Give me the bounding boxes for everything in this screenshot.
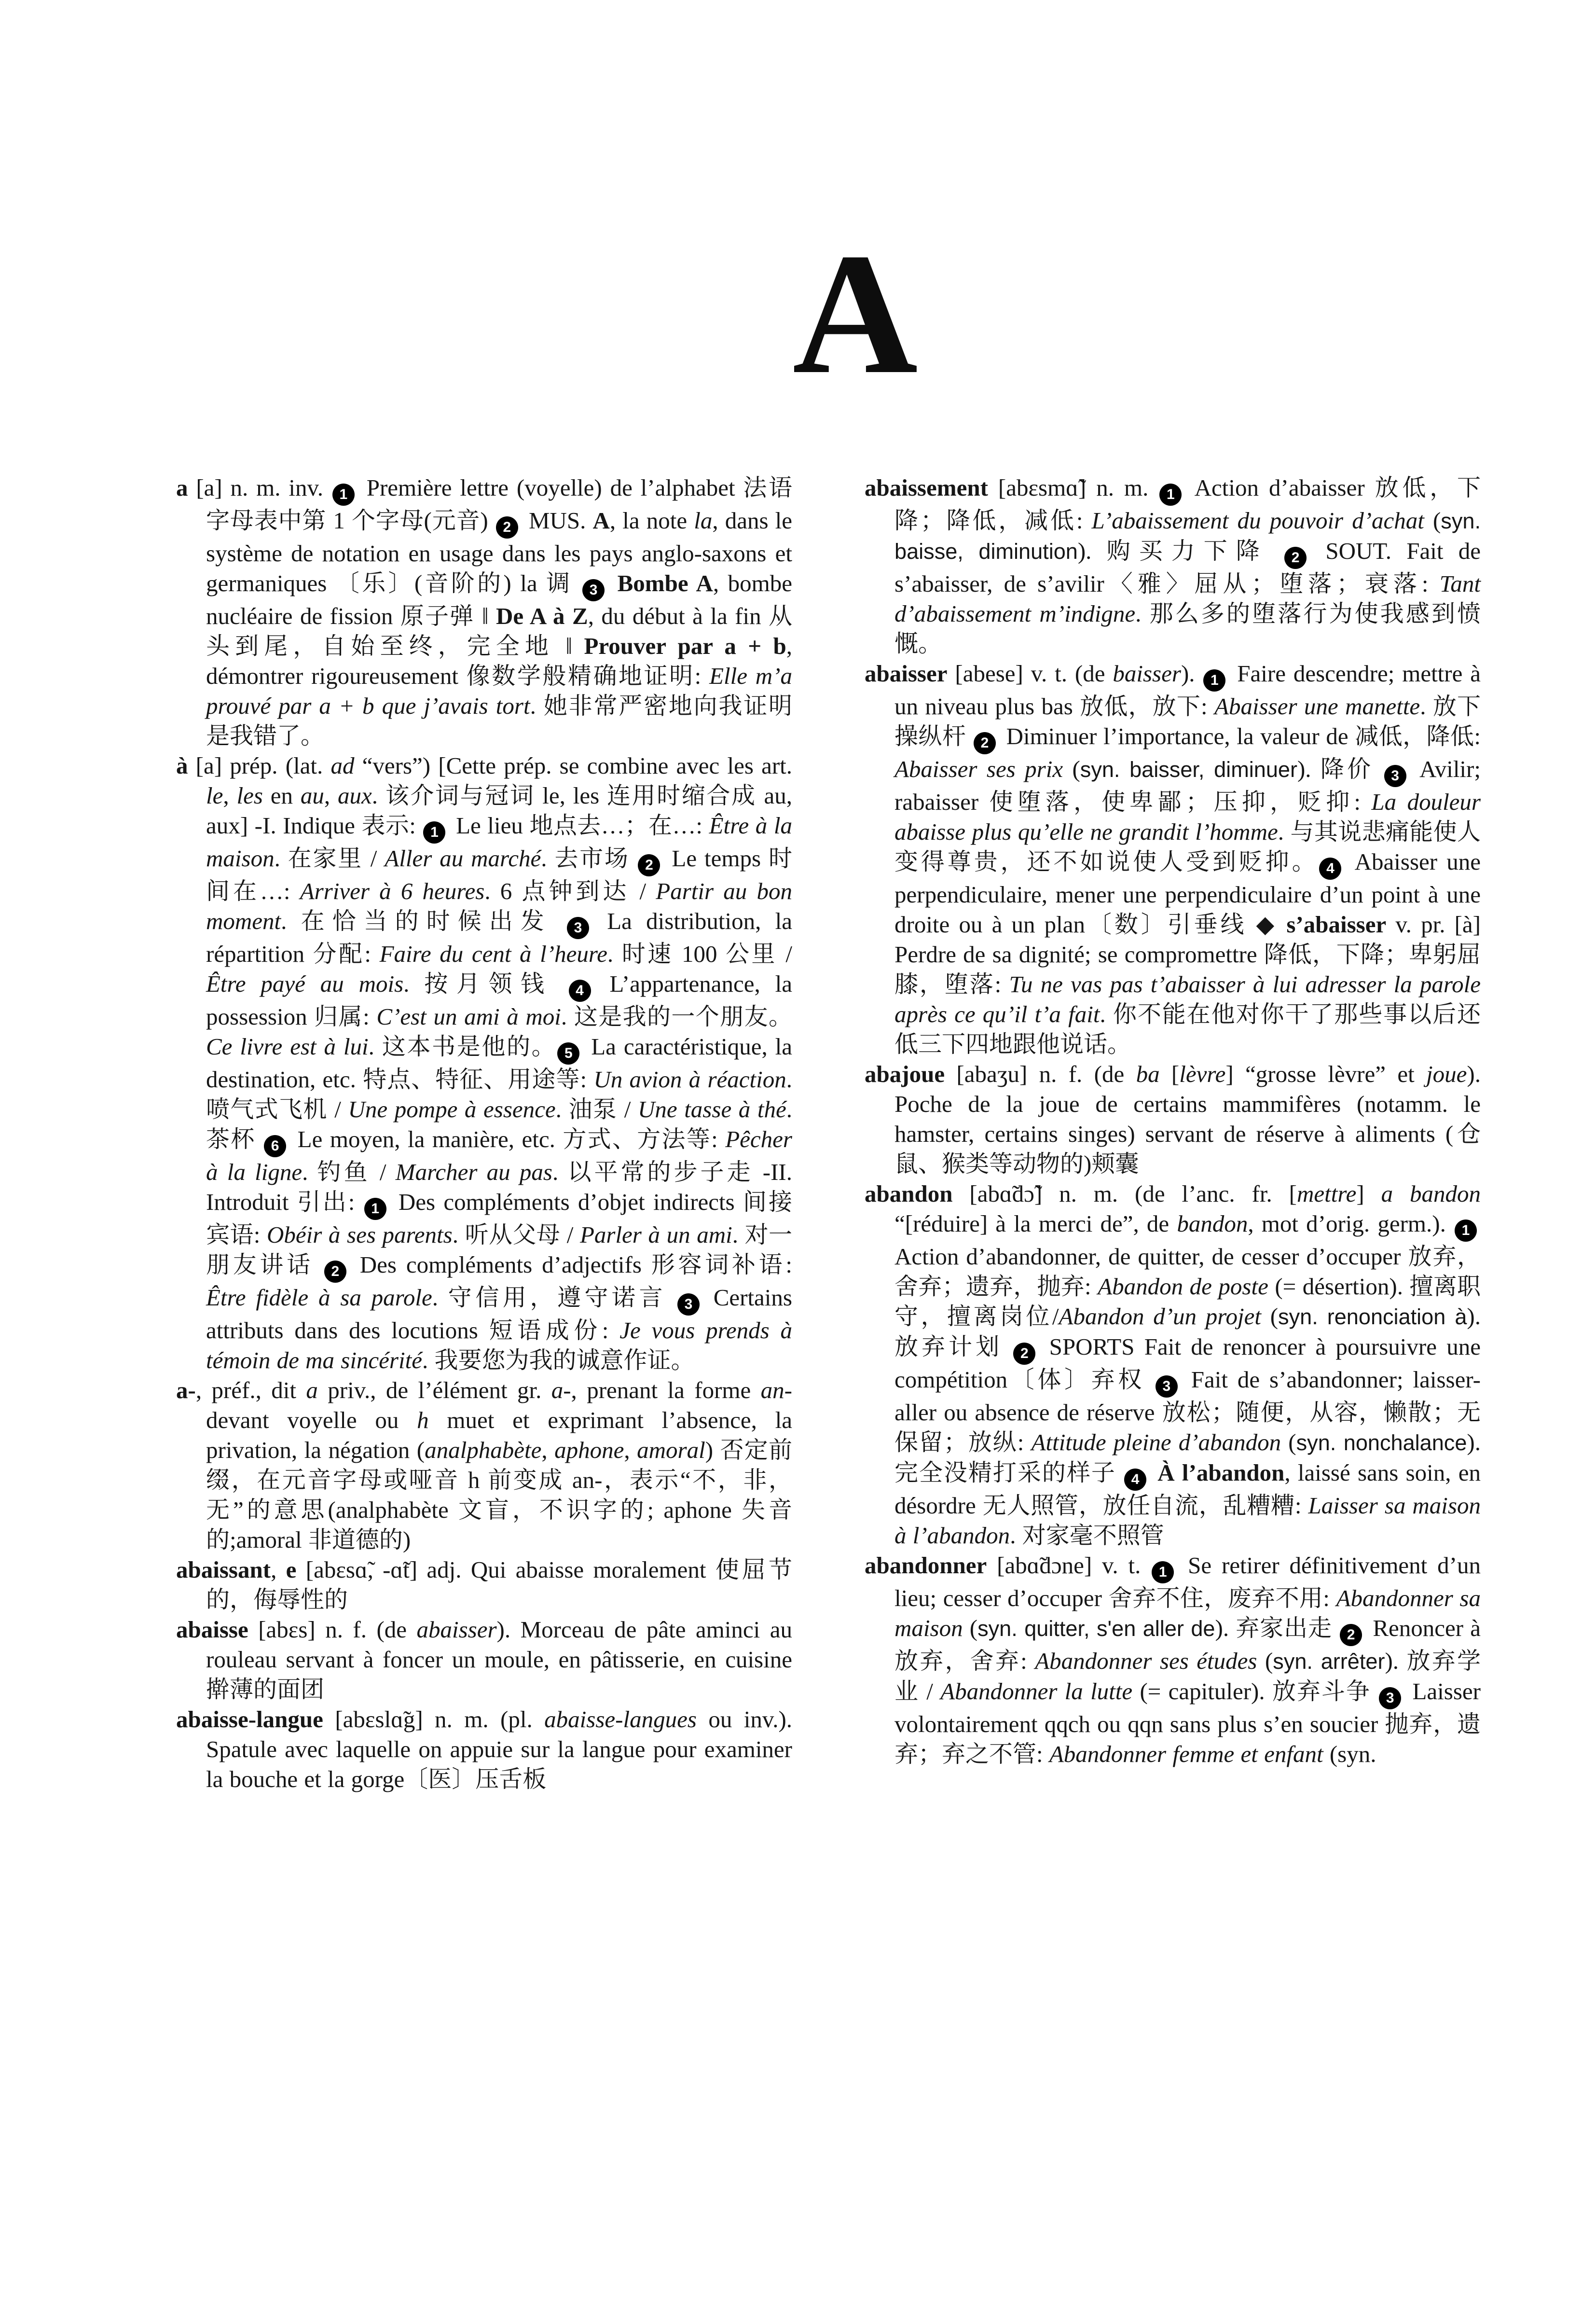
body-text: SOUT. Fait de s’abaisser, de s’avilir〈雅〉屈从；堕落；衰落: xyxy=(894,538,1481,597)
body-text: en xyxy=(262,782,301,809)
body-text: ). xyxy=(1181,660,1203,687)
body-text: ). 完全没精打采的样子 xyxy=(894,1429,1481,1486)
bold-text: e xyxy=(286,1556,297,1583)
example-italic-text: L’abaissement du pouvoir d’achat xyxy=(1091,507,1424,534)
example-italic-text: aphone xyxy=(554,1437,624,1463)
body-text: SPORTS Fait de renoncer à poursuivre une compétition〔体〕弃权 xyxy=(894,1333,1481,1393)
body-text: [abɛslɑ̃g] n. m. (pl. xyxy=(323,1706,545,1733)
body-text: Certains attributs dans des locutions 短语成份: xyxy=(206,1284,792,1344)
sense-number-badge: 3 xyxy=(677,1293,700,1316)
body-text: Diminuer l’importance, la valeur de 减低，降低: xyxy=(999,723,1481,749)
body-text: La caractéristique, la destination, etc. 特点、特征、用途等: xyxy=(206,1033,792,1093)
body-text: La distribution, la répartition 分配: xyxy=(206,908,792,967)
example-italic-text: Faire du cent à l’heure xyxy=(379,941,607,967)
body-text: ] “grosse lèvre” et xyxy=(1225,1061,1427,1087)
sense-number-badge: 1 xyxy=(1159,484,1182,506)
body-text: Faire descendre; mettre à un niveau plus bas 放低，放下: xyxy=(894,660,1481,720)
example-italic-text: Abandonner la lutte xyxy=(940,1678,1133,1705)
body-text: Des compléments d’adjectifs 形容词补语: xyxy=(350,1251,792,1278)
body-text: . 守信用，遵守诺言 xyxy=(432,1284,676,1311)
entry-abajoue xyxy=(865,1059,1481,1179)
example-italic-text: Laisser sa maison à l’abandon xyxy=(894,1492,1481,1549)
body-text: ). 放弃计划 xyxy=(894,1303,1481,1360)
example-italic-text: Être payé au mois xyxy=(206,970,404,997)
body-text: , bombe nucléaire de fission 原子弹 ‖ xyxy=(206,570,792,629)
sense-number-badge: 5 xyxy=(557,1042,579,1065)
sense-number-badge: 1 xyxy=(1203,669,1225,692)
bold-text: s’abaisser xyxy=(1286,911,1387,938)
body-text: ( xyxy=(1063,756,1080,782)
body-text: Avilir; rabaisser 使堕落，使卑鄙；压抑，贬抑: xyxy=(894,756,1481,815)
body-text: [abɛs] n. f. (de xyxy=(248,1616,417,1643)
body-text: MUS. xyxy=(522,507,593,534)
example-italic-text: bandon xyxy=(1177,1210,1248,1237)
bold-text: abaissement xyxy=(865,474,988,501)
sense-number-badge: 2 xyxy=(1340,1624,1362,1646)
body-text: . 钓鱼 / xyxy=(302,1159,396,1185)
bold-text: abaisse xyxy=(176,1616,248,1643)
body-text: Se retirer définitivement d’un lieu; cesser d’occuper 舍弃不住，废弃不用: xyxy=(894,1552,1481,1611)
example-italic-text: le xyxy=(206,782,223,809)
text-columns xyxy=(176,473,1481,1794)
bold-text: a- xyxy=(176,1377,196,1403)
body-text: . 放下操纵杆 xyxy=(894,693,1481,749)
synonym-sans-text: syn. nonchalance xyxy=(1296,1430,1467,1455)
example-italic-text: Attitude pleine d’abandon xyxy=(1031,1429,1281,1456)
example-italic-text: aux xyxy=(337,782,372,809)
bold-text: Prouver par a + b xyxy=(584,633,786,659)
body-text: [ xyxy=(1159,1061,1180,1087)
sense-number-badge: 2 xyxy=(638,854,660,876)
body-text: . 去市场 xyxy=(541,845,637,872)
section-letter: A xyxy=(792,217,918,410)
body-text: , xyxy=(541,1437,555,1463)
example-italic-text: Tant d’abaissement m’indigne xyxy=(894,570,1481,627)
example-italic-text: a bandon xyxy=(1381,1180,1481,1207)
synonym-sans-text: syn. renonciation à xyxy=(1278,1304,1467,1329)
sense-number-badge: 3 xyxy=(582,579,605,601)
body-text: . 这本书是他的。 xyxy=(368,1033,557,1060)
sense-number-badge: 4 xyxy=(569,980,591,1002)
body-text: ( xyxy=(1261,1303,1279,1330)
body-text: “[réduire] à la merci de”, de xyxy=(894,1210,1177,1237)
example-italic-text: Un avion à réaction xyxy=(593,1066,786,1093)
example-italic-text: ba xyxy=(1136,1061,1160,1087)
example-italic-text: Pêcher à la ligne xyxy=(206,1126,792,1185)
entry-abandon xyxy=(865,1179,1481,1551)
entry-abandonner xyxy=(865,1551,1481,1769)
example-italic-text: analphabète xyxy=(425,1437,542,1463)
body-text: ). Morceau de pâte aminci au rouleau servant à foncer un moule, en pâtisserie, en cuisine 擀薄的面团 xyxy=(206,1616,792,1703)
sense-number-badge: 2 xyxy=(1013,1343,1035,1365)
body-text: , xyxy=(324,782,338,809)
body-text: , mot d’orig. germ.). xyxy=(1248,1210,1454,1237)
example-italic-text: Arriver à 6 heures xyxy=(300,878,485,904)
body-text: ou inv.). Spatule avec laquelle on appuie sur la langue pour examiner la bouche et la gorge〔医〕压舌板 xyxy=(206,1706,793,1792)
body-text: Action d’abandonner, de quitter, de cesser d’occuper 放弃，舍弃；遗弃，抛弃: xyxy=(894,1243,1481,1300)
body-text: , laissé sans soin, en désordre 无人照管，放任自流，乱糟糟: xyxy=(894,1459,1481,1519)
example-italic-text: Elle m’a prouvé par a + b que j’avais tort xyxy=(206,663,792,719)
example-italic-text: abaisser xyxy=(416,1616,497,1643)
body-text: (syn. xyxy=(1323,1741,1376,1767)
body-text: . 喷气式飞机 / xyxy=(206,1066,792,1123)
example-italic-text: au xyxy=(300,782,324,809)
body-text: . 时速 100 公里 / xyxy=(607,941,792,967)
sense-number-badge: 6 xyxy=(264,1135,286,1157)
example-italic-text: Marcher au pas xyxy=(395,1159,552,1185)
body-text: Des compléments d’objet indirects 间接宾语: xyxy=(206,1189,792,1248)
body-text: [a] prép. (lat. xyxy=(188,752,331,779)
example-italic-text: h xyxy=(417,1407,429,1433)
body-text: , dans le système de notation en usage dans les pays anglo-saxons et germaniques 〔乐〕(音阶的) la 调 xyxy=(206,507,792,596)
body-text: muet et exprimant l’absence, la privation, la négation ( xyxy=(206,1407,792,1463)
example-italic-text: abaisse-langues xyxy=(544,1706,697,1733)
body-text: . 茶杯 xyxy=(206,1096,792,1152)
synonym-sans-text: syn. baisser, diminuer xyxy=(1080,757,1297,782)
example-italic-text: la xyxy=(694,507,713,534)
example-italic-text: an- xyxy=(760,1377,792,1403)
body-text: . 在家里 / xyxy=(274,845,385,872)
body-text: . 与其说悲痛能使人变得尊贵，还不如说使人受到贬抑。 xyxy=(894,818,1481,875)
body-text: . 油泵 / xyxy=(555,1096,638,1123)
example-italic-text: a- xyxy=(551,1377,571,1403)
body-text: , la note xyxy=(609,507,694,534)
body-text: , préf., dit xyxy=(195,1377,306,1403)
body-text: , du début à la fin 从头到尾，自始至终，完全地 ‖ xyxy=(206,603,793,659)
bold-text: abandon xyxy=(865,1180,953,1207)
body-text: ). 购买力下降 xyxy=(1077,538,1284,564)
entry-a-prep xyxy=(176,751,792,1375)
body-text: Renoncer à 放弃，舍弃: xyxy=(894,1615,1481,1674)
bold-text: à xyxy=(176,752,188,779)
body-text: ). 放弃学业 / xyxy=(894,1648,1481,1705)
body-text: . 以平常的步子走 -II. Introduit 引出: xyxy=(206,1159,792,1215)
body-text: . 按月领钱 xyxy=(403,970,568,997)
body-text: [a] n. m. inv. xyxy=(188,474,331,501)
example-italic-text: a xyxy=(306,1377,318,1403)
body-text: Le moyen, la manière, etc. 方式、方法等: xyxy=(290,1126,726,1152)
example-italic-text: les xyxy=(236,782,263,809)
example-italic-text: Une tasse à thé xyxy=(637,1096,786,1123)
example-italic-text: mettre xyxy=(1296,1180,1357,1207)
sense-number-badge: 2 xyxy=(974,732,996,754)
example-italic-text: Être à la maison xyxy=(206,812,792,872)
body-text: . 对家毫不照管 xyxy=(1010,1522,1164,1549)
entry-abaissement xyxy=(865,473,1481,659)
body-text: ( xyxy=(1257,1648,1273,1674)
sense-number-badge: 4 xyxy=(1319,858,1341,880)
example-italic-text: baisser xyxy=(1113,660,1181,687)
synonym-sans-text: syn. arrêter xyxy=(1273,1649,1385,1674)
body-text: . 那么多的堕落行为使我感到愤慨。 xyxy=(894,600,1481,657)
body-text: Laisser volontairement qqch ou qqn sans plus s’en soucier 抛弃，遗弃；弃之不管: xyxy=(894,1678,1481,1767)
example-italic-text: Parler à un ami xyxy=(579,1221,732,1248)
example-italic-text: joue xyxy=(1426,1061,1467,1087)
body-text: , xyxy=(271,1556,286,1583)
bold-text: abandonner xyxy=(865,1552,987,1579)
example-italic-text: C’est un ami à moi xyxy=(376,1003,561,1030)
example-italic-text: La douleur abaisse plus qu’elle ne grandit l’homme xyxy=(894,789,1481,845)
body-text: ( xyxy=(963,1615,978,1641)
body-text: Première lettre (voyelle) de l’alphabet 法语字母表中第 1 个字母(元音) xyxy=(206,474,792,534)
example-italic-text: ad xyxy=(330,752,355,779)
body-text: . 听从父母 / xyxy=(452,1221,580,1248)
bold-text: À l’abandon xyxy=(1150,1459,1285,1486)
column-right xyxy=(865,473,1481,1794)
body-text: L’appartenance, la possession 归属: xyxy=(206,970,792,1030)
column-left xyxy=(176,473,792,1794)
bold-text: Bombe A xyxy=(608,570,713,596)
entry-abaisse-langue xyxy=(176,1705,792,1794)
example-italic-text: Être fidèle à sa parole xyxy=(206,1284,432,1311)
example-italic-text: Abandonner ses études xyxy=(1035,1648,1257,1674)
body-text: (= capituler). 放弃斗争 xyxy=(1132,1678,1378,1705)
body-text: Abaisser une perpendiculaire, mener une perpendiculaire d’un point à une droite ou à un plan〔数〕引垂线 ◆ xyxy=(894,848,1481,938)
sense-number-badge: 2 xyxy=(1284,547,1307,569)
bold-text: a xyxy=(176,474,188,501)
example-italic-text: Ce livre est à lui xyxy=(206,1033,369,1060)
body-text: [abɑ̃dɔ̃] n. m. (de l’anc. fr. [ xyxy=(952,1180,1297,1207)
bold-text: abaisser xyxy=(865,660,948,687)
body-text: Action d’abaisser 放低，下降；降低，减低: xyxy=(894,474,1481,534)
example-italic-text: amoral xyxy=(637,1437,705,1463)
body-text: v. pr. [à] Perdre de sa dignité; se compromettre 降低，下降；卑躬屈膝，堕落: xyxy=(894,911,1481,998)
sense-number-badge: 1 xyxy=(332,484,355,506)
body-text: [abɛsɑ̃, -ɑ̃t] adj. Qui abaisse moralement 使屈节的，侮辱性的 xyxy=(206,1556,793,1613)
sense-number-badge: 2 xyxy=(324,1261,346,1283)
sense-number-badge: 1 xyxy=(1152,1561,1174,1583)
body-text: priv., de l’élément gr. xyxy=(317,1377,551,1403)
body-text: ) 否定前缀，在元音字母或哑音 h 前变成 an-，表示“不，非，无”的意思(analphabète 文盲，不识字的; aphone 失音的;amoral 非道德的) xyxy=(206,1437,793,1553)
entry-abaisse xyxy=(176,1615,792,1705)
sense-number-badge: 2 xyxy=(496,516,518,539)
body-text: . 她非常严密地向我证明是我错了。 xyxy=(206,693,792,749)
body-text: Le temps 时间在…: xyxy=(206,845,792,904)
example-italic-text: Obéir à ses parents xyxy=(266,1221,453,1248)
entry-abaissant xyxy=(176,1555,792,1615)
example-italic-text: Abandonner sa maison xyxy=(894,1585,1481,1641)
body-text: Le lieu 地点去…；在…: xyxy=(449,812,709,839)
sense-number-badge: 3 xyxy=(1384,765,1406,787)
synonym-sans-text: syn. quitter, s'en aller de xyxy=(977,1616,1215,1641)
entry-a-prefix xyxy=(176,1375,792,1555)
body-text: . 对一朋友讲话 xyxy=(206,1221,792,1278)
bold-text: abajoue xyxy=(865,1061,945,1087)
sense-number-badge: 4 xyxy=(1124,1469,1146,1491)
body-text: [abɛsmɑ̃] n. m. xyxy=(988,474,1159,501)
entry-abaisser xyxy=(865,659,1481,1059)
example-italic-text: Partir au bon moment xyxy=(206,878,792,934)
body-text: . 该介词与冠词 le, les 连用时缩合成 au, aux] -I. Indique 表示: xyxy=(206,782,793,839)
synonym-sans-text: syn. baisse, diminution xyxy=(894,509,1481,564)
body-text: ). 降价 xyxy=(1297,756,1383,782)
bold-text: abaisse-langue xyxy=(176,1706,323,1733)
sense-number-badge: 3 xyxy=(1156,1375,1178,1398)
body-text: , xyxy=(223,782,237,809)
example-italic-text: Abandonner femme et enfant xyxy=(1049,1741,1323,1767)
body-text: [abɑ̃dɔne] v. t. xyxy=(987,1552,1151,1579)
bold-text: abaissant xyxy=(176,1556,271,1583)
body-text: . 在恰当的时候出发 xyxy=(281,908,566,934)
sense-number-badge: 3 xyxy=(1379,1687,1401,1709)
body-text: ] xyxy=(1356,1180,1381,1207)
example-italic-text: Abaisser ses prix xyxy=(894,756,1063,782)
body-text: , démontrer rigoureusement 像数学般精确地证明: xyxy=(206,633,792,689)
example-italic-text: Abandon d’un projet xyxy=(1059,1303,1261,1330)
body-text: ( xyxy=(1281,1429,1296,1456)
body-text: . 你不能在他对你干了那些事以后还低三下四地跟他说话。 xyxy=(894,1001,1481,1057)
body-text: ). 弃家出走 xyxy=(1215,1615,1339,1641)
example-italic-text: lèvre xyxy=(1179,1061,1226,1087)
body-text: devant voyelle ou xyxy=(206,1407,417,1433)
body-text: . 我要您为我的诚意作证。 xyxy=(422,1347,695,1373)
body-text: , prenant la forme xyxy=(571,1377,761,1403)
body-text: [abaʒu] n. f. (de xyxy=(945,1061,1136,1087)
sense-number-badge: 3 xyxy=(567,917,589,939)
body-text: . 这是我的一个朋友。 xyxy=(561,1003,792,1030)
bold-text: A xyxy=(592,507,610,534)
body-text: , xyxy=(624,1437,637,1463)
body-text: ). Poche de la joue de certains mammifères (notamm. le hamster, certains singes) servant de réserve à aliments (仓鼠、猴类等动物的)颊囊 xyxy=(894,1061,1481,1177)
example-italic-text: Tu ne vas pas t’abaisser à lui adresser la parole après ce qu’il t’a fait xyxy=(894,971,1481,1027)
example-italic-text: Une pompe à essence xyxy=(348,1096,556,1123)
sense-number-badge: 1 xyxy=(423,821,445,844)
body-text: . 6 点钟到达 / xyxy=(484,878,656,904)
entry-a xyxy=(176,473,792,751)
bold-text: De A à Z xyxy=(496,603,588,629)
body-text: [abese] v. t. (de xyxy=(947,660,1113,687)
body-text: “vers”) [Cette prép. se combine avec les art. xyxy=(354,752,792,779)
example-italic-text: Abandon de poste xyxy=(1098,1273,1268,1300)
example-italic-text: Aller au marché xyxy=(385,845,541,872)
body-text: (= désertion). 擅离职守，擅离岗位/ xyxy=(894,1273,1481,1330)
body-text: ( xyxy=(1424,507,1441,534)
sense-number-badge: 1 xyxy=(364,1198,386,1220)
example-italic-text: Je vous prends à témoin de ma sincérité xyxy=(206,1317,793,1373)
sense-number-badge: 1 xyxy=(1455,1220,1477,1242)
example-italic-text: Abaisser une manette xyxy=(1214,693,1420,720)
body-text: Fait de s’abandonner; laisser-aller ou absence de réserve 放松；随便，从容，懒散；无保留；放纵: xyxy=(894,1366,1481,1456)
